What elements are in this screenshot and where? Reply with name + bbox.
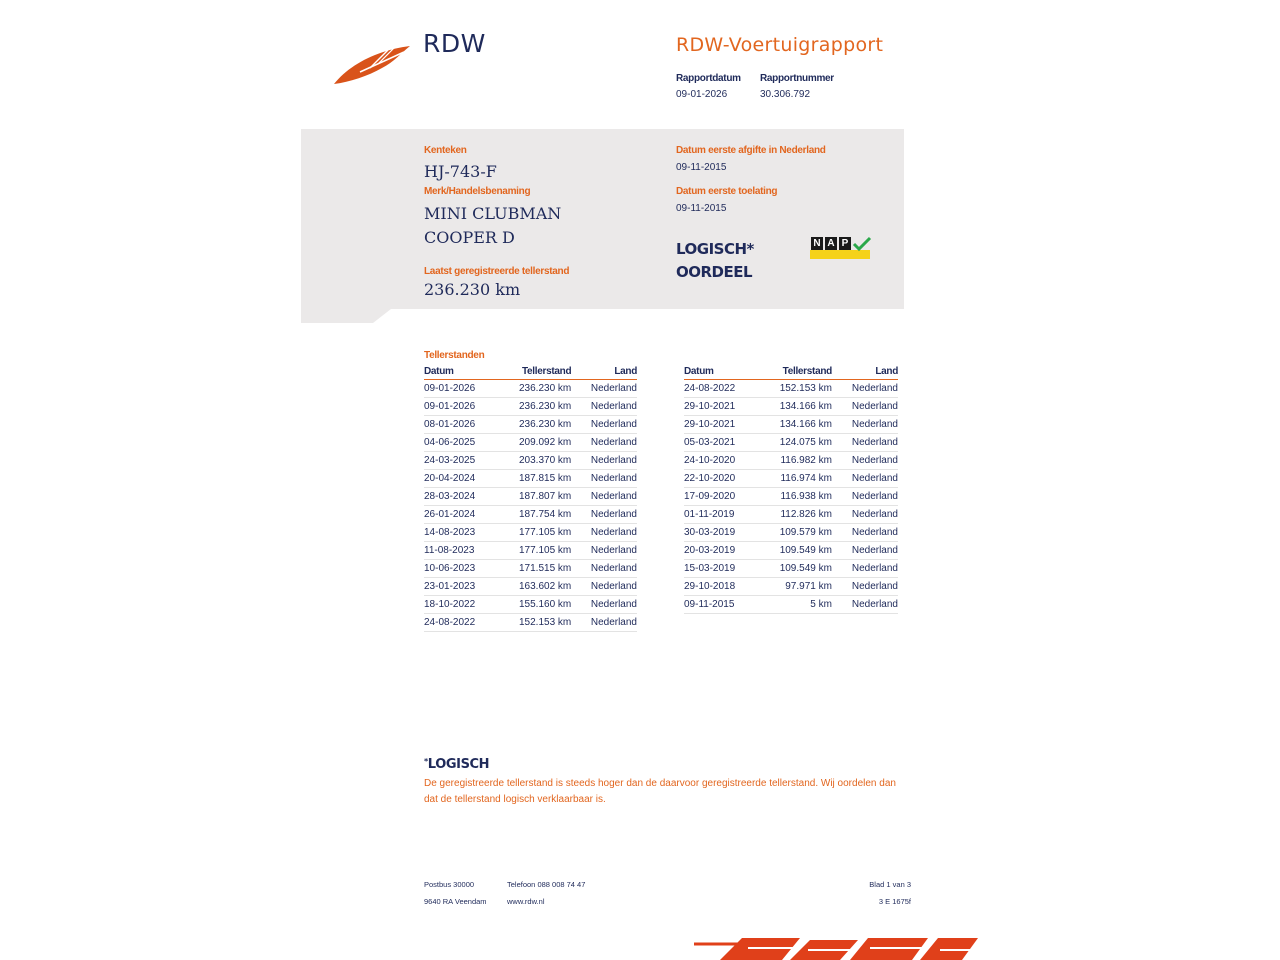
cell-odometer: 152.153 km [757,380,832,398]
cell-odometer: 112.826 km [757,506,832,524]
report-date-label: Rapportdatum [676,73,741,84]
table-row [424,488,637,506]
cell-country: Nederland [832,416,898,434]
footer-code: 3 E 1675f [878,897,911,906]
cell-country: Nederland [571,398,637,416]
cell-country: Nederland [571,380,637,398]
cell-country: Nederland [571,542,637,560]
report-title: RDW-Voertuigrapport [676,34,884,56]
verdict-line2: OORDEEL [676,263,753,281]
nap-letter-a: A [825,237,837,250]
cell-date: 29-10-2018 [684,578,757,596]
report-number-label: Rapportnummer [760,73,834,84]
cell-country: Nederland [832,596,898,614]
cell-odometer: 109.549 km [757,560,832,578]
table-row [424,524,637,542]
table-row [684,578,898,596]
cell-date: 20-04-2024 [424,470,497,488]
cell-date: 23-01-2023 [424,578,497,596]
cell-country: Nederland [571,434,637,452]
note-title-text: LOGISCH [427,757,490,772]
table-row [424,578,637,596]
cell-odometer: 187.754 km [497,506,571,524]
table-row [684,488,898,506]
table-header-row [424,365,637,380]
table-row [684,398,898,416]
column-header-date: Datum [424,365,497,380]
cell-date: 26-01-2024 [424,506,497,524]
table-row [424,596,637,614]
nap-letter-p: P [839,237,851,250]
first-admission-label: Datum eerste toelating [676,186,778,197]
table-row [424,560,637,578]
checkmark-icon [852,236,872,252]
cell-date: 09-01-2026 [424,398,497,416]
cell-country: Nederland [832,524,898,542]
rdw-logo-icon [330,42,414,86]
cell-date: 20-03-2019 [684,542,757,560]
cell-odometer: 116.974 km [757,470,832,488]
cell-date: 05-03-2021 [684,434,757,452]
cell-odometer: 109.549 km [757,542,832,560]
brand-name: RDW [423,29,486,58]
cell-odometer: 109.579 km [757,524,832,542]
table-row [424,380,637,398]
table-row [424,614,637,632]
footer-phone: Telefoon 088 008 74 47 [507,880,586,889]
cell-country: Nederland [832,398,898,416]
cell-odometer: 209.092 km [497,434,571,452]
cell-country: Nederland [571,524,637,542]
odometer-value: 236.230 km [424,280,521,299]
column-header-odometer: Tellerstand [757,365,832,380]
plate-label: Kenteken [424,145,467,156]
cell-country: Nederland [832,578,898,596]
column-header-country: Land [832,365,898,380]
cell-date: 22-10-2020 [684,470,757,488]
cell-date: 29-10-2021 [684,416,757,434]
cell-country: Nederland [571,488,637,506]
table-row [424,398,637,416]
table-row [684,542,898,560]
table-header-row [684,365,898,380]
cell-odometer: 152.153 km [497,614,571,632]
table-row [684,596,898,614]
cell-date: 24-10-2020 [684,452,757,470]
table-row [684,506,898,524]
cell-odometer: 134.166 km [757,398,832,416]
cell-date: 30-03-2019 [684,524,757,542]
readings-table-left [424,365,637,632]
cell-odometer: 116.982 km [757,452,832,470]
plate-value: HJ-743-F [424,162,497,181]
note-text-line1: De geregistreerde tellerstand is steeds hoger dan de daarvoor geregistreerde tellerstand. Wij oordelen dan [424,778,896,789]
cell-odometer: 177.105 km [497,542,571,560]
cell-odometer: 171.515 km [497,560,571,578]
cell-date: 09-11-2015 [684,596,757,614]
cell-odometer: 177.105 km [497,524,571,542]
readings-title: Tellerstanden [424,350,485,361]
table-row [684,452,898,470]
cell-date: 04-06-2025 [424,434,497,452]
readings-table-right [684,365,898,614]
cell-date: 15-03-2019 [684,560,757,578]
table-row [684,560,898,578]
panel-tab-shape [301,309,391,325]
cell-odometer: 124.075 km [757,434,832,452]
cell-country: Nederland [571,506,637,524]
make-line1: MINI CLUBMAN [424,204,562,223]
cell-country: Nederland [571,416,637,434]
footer-website: www.rdw.nl [507,897,545,906]
cell-odometer: 187.815 km [497,470,571,488]
cell-date: 18-10-2022 [424,596,497,614]
first-admission-value: 09-11-2015 [676,203,727,214]
cell-odometer: 236.230 km [497,416,571,434]
cell-date: 17-09-2020 [684,488,757,506]
decorative-stripes-icon [690,934,980,960]
table-row [684,470,898,488]
table-row [424,470,637,488]
cell-date: 11-08-2023 [424,542,497,560]
table-row [684,416,898,434]
nap-letter-n: N [811,237,823,250]
cell-odometer: 236.230 km [497,380,571,398]
note-title: *LOGISCH [424,757,490,772]
cell-country: Nederland [832,542,898,560]
note-text-line2: dat de tellerstand logisch verklaarbaar is. [424,794,606,805]
cell-date: 29-10-2021 [684,398,757,416]
footer-page: Blad 1 van 3 [869,880,911,889]
make-line2: COOPER D [424,228,515,247]
cell-odometer: 203.370 km [497,452,571,470]
cell-country: Nederland [832,506,898,524]
cell-date: 14-08-2023 [424,524,497,542]
cell-country: Nederland [571,470,637,488]
table-row [684,524,898,542]
table-row [424,434,637,452]
odometer-label: Laatst geregistreerde tellerstand [424,266,570,277]
first-nl-label: Datum eerste afgifte in Nederland [676,145,826,156]
cell-odometer: 116.938 km [757,488,832,506]
vehicle-info-panel [301,129,904,309]
table-row [424,416,637,434]
table-row [684,380,898,398]
cell-date: 24-08-2022 [424,614,497,632]
table-row [424,506,637,524]
cell-country: Nederland [571,614,637,632]
make-label: Merk/Handelsbenaming [424,186,531,197]
cell-country: Nederland [832,470,898,488]
table-row [424,542,637,560]
footer-address2: 9640 RA Veendam [424,897,487,906]
cell-odometer: 155.160 km [497,596,571,614]
cell-date: 10-06-2023 [424,560,497,578]
verdict-line1: LOGISCH* [676,240,754,258]
cell-date: 28-03-2024 [424,488,497,506]
report-number: 30.306.792 [760,89,811,100]
cell-country: Nederland [571,578,637,596]
cell-country: Nederland [571,560,637,578]
cell-country: Nederland [571,596,637,614]
cell-country: Nederland [832,488,898,506]
cell-date: 08-01-2026 [424,416,497,434]
cell-country: Nederland [832,380,898,398]
cell-country: Nederland [571,452,637,470]
table-row [684,434,898,452]
cell-country: Nederland [832,434,898,452]
cell-odometer: 134.166 km [757,416,832,434]
table-row [424,452,637,470]
cell-odometer: 163.602 km [497,578,571,596]
cell-country: Nederland [832,560,898,578]
cell-odometer: 5 km [757,596,832,614]
cell-country: Nederland [832,452,898,470]
report-date: 09-01-2026 [676,89,728,100]
cell-date: 01-11-2019 [684,506,757,524]
cell-odometer: 97.971 km [757,578,832,596]
cell-odometer: 187.807 km [497,488,571,506]
cell-odometer: 236.230 km [497,398,571,416]
cell-date: 09-01-2026 [424,380,497,398]
column-header-country: Land [571,365,637,380]
nap-badge [810,236,872,258]
cell-date: 24-03-2025 [424,452,497,470]
column-header-date: Datum [684,365,757,380]
footer-address1: Postbus 30000 [424,880,475,889]
column-header-odometer: Tellerstand [497,365,571,380]
first-nl-value: 09-11-2015 [676,162,727,173]
cell-date: 24-08-2022 [684,380,757,398]
